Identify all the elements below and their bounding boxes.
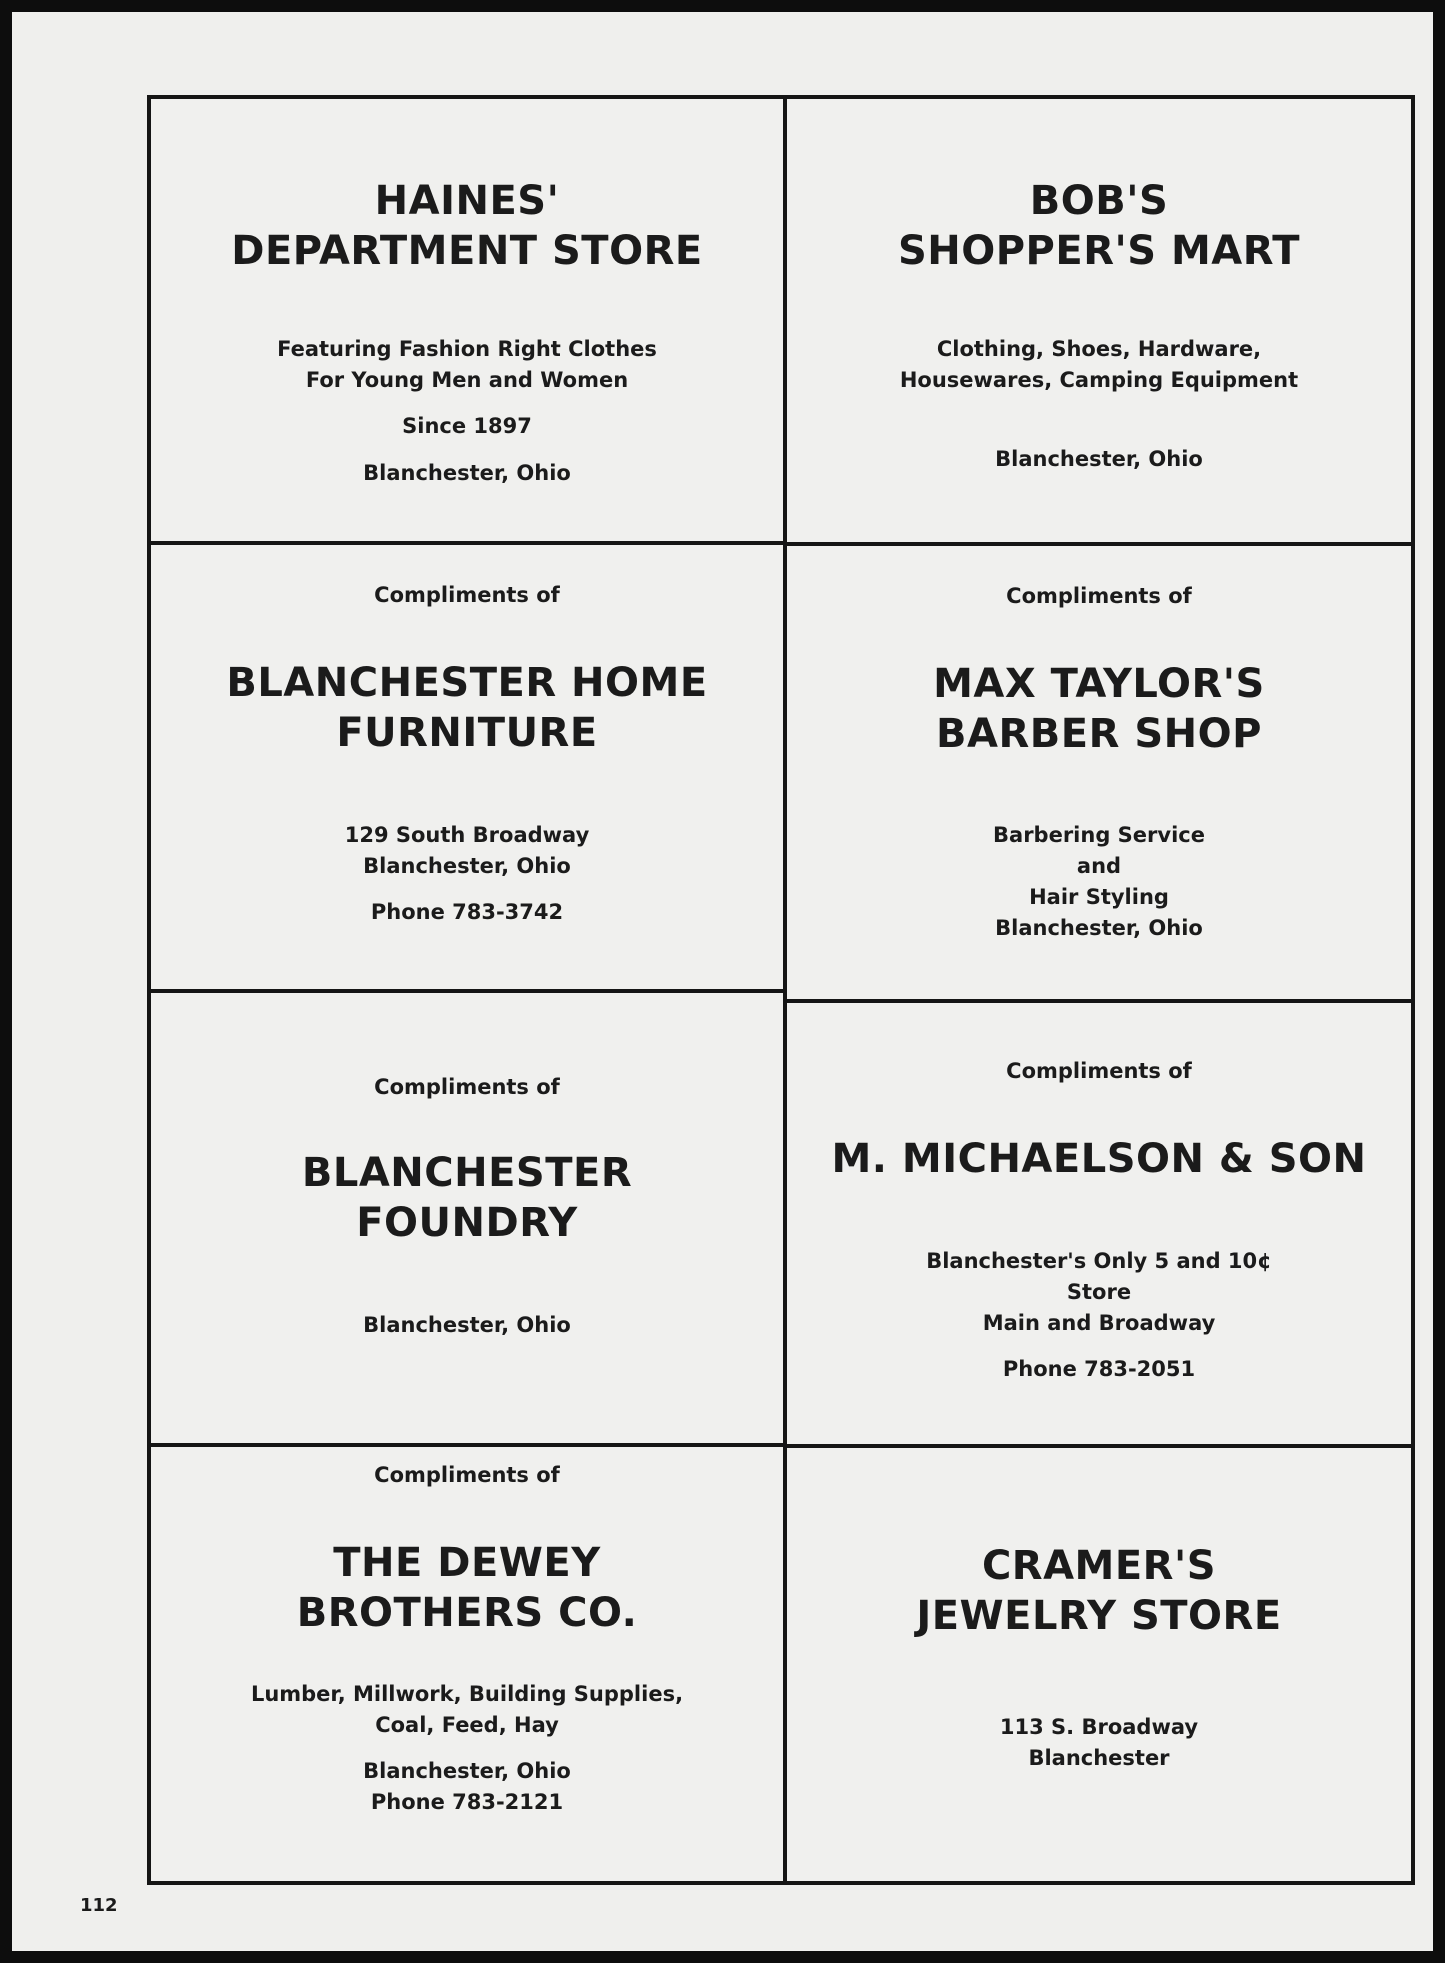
ad-cramers-jewelry-store [783,1444,1415,1885]
yearbook-page [12,12,1433,1951]
ad-text-line: Clothing, Shoes, Hardware, [936,337,1262,361]
ad-text-line: Phone 783-3742 [370,900,564,924]
ad-intro: Compliments of [1006,1059,1192,1083]
ad-title-line: BLANCHESTER HOME [226,660,708,706]
ad-text-line: Hair Styling [1029,885,1169,909]
page-number: 112 [80,1895,118,1916]
ad-text-line: and [1076,854,1122,878]
ad-intro: Compliments of [374,1075,560,1099]
ad-title-line: MAX TAYLOR'S [933,661,1265,707]
ad-blanchester-home-furniture [147,541,787,993]
ad-text-line: Blanchester, Ohio [363,1313,571,1337]
ad-intro: Compliments of [374,1463,560,1487]
ad-title-line: FURNITURE [336,710,598,756]
ad-intro: Compliments of [374,583,560,607]
ad-text-line: Blanchester, Ohio [995,447,1203,471]
ad-text-line: Lumber, Millwork, Building Supplies, [250,1682,684,1706]
ad-title-line: HAINES' [374,178,560,224]
ad-text-line: Blanchester, Ohio [363,1759,571,1783]
ad-title-line: SHOPPER'S MART [897,228,1301,274]
ad-blanchester-foundry [147,989,787,1447]
ad-max-taylors-barber-shop [783,542,1415,1003]
ad-title-line: DEPARTMENT STORE [231,228,703,274]
ad-title-line: BROTHERS CO. [296,1590,638,1636]
ad-text-line: Coal, Feed, Hay [375,1713,559,1737]
ad-text-line: Blanchester, Ohio [363,461,571,485]
ad-text-line: 113 S. Broadway [999,1715,1199,1739]
ad-text-line: Featuring Fashion Right Clothes [277,337,657,361]
ad-title-line: THE DEWEY [333,1540,601,1586]
ad-text-line: Since 1897 [402,414,532,438]
ad-text-line: Blanchester [1028,1746,1170,1770]
ad-text-line: Phone 783-2121 [370,1790,564,1814]
ad-text-line: Main and Broadway [982,1311,1216,1335]
ad-bobs-shoppers-mart [783,95,1415,546]
ad-title-line: BARBER SHOP [936,711,1262,757]
ad-text-line: Blanchester, Ohio [995,916,1203,940]
ad-intro: Compliments of [1006,584,1192,608]
ad-title-line: M. MICHAELSON & SON [831,1136,1367,1182]
ad-text-line: Blanchester's Only 5 and 10¢ [926,1249,1272,1273]
ad-title-line: FOUNDRY [356,1200,578,1246]
ad-text-line: Barbering Service [993,823,1205,847]
ad-title-line: BLANCHESTER [301,1150,633,1196]
ad-m-michaelson-and-son [783,999,1415,1448]
ad-haines-department-store [147,95,787,545]
ad-title-line: JEWELRY STORE [916,1593,1282,1639]
ad-text-line: Store [1066,1280,1132,1304]
ad-text-line: For Young Men and Women [305,368,629,392]
ad-dewey-brothers-co [147,1443,787,1885]
ad-text-line: Phone 783-2051 [1002,1357,1196,1381]
ad-title-line: BOB'S [1029,178,1169,224]
ad-title-line: CRAMER'S [981,1543,1217,1589]
ad-text-line: Blanchester, Ohio [363,854,571,878]
ad-text-line: Housewares, Camping Equipment [899,368,1299,392]
ad-text-line: 129 South Broadway [344,823,590,847]
